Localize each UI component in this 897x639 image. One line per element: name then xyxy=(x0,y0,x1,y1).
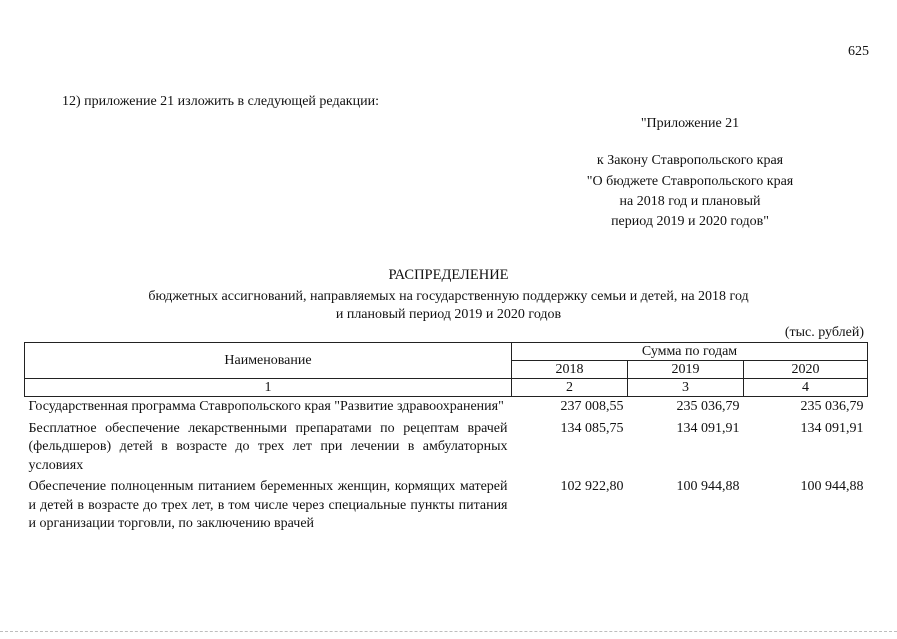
document-subtitle-line-2: и плановый период 2019 и 2020 годов xyxy=(335,307,562,322)
row-name: Государственная программа Ставропольского края "Развитие здравоохранения" xyxy=(28,399,504,414)
row-value-2020: 134 091,91 xyxy=(800,420,864,436)
annex-law-line-1: к Закону Ставропольского края xyxy=(596,153,784,168)
row-value-2020: 100 944,88 xyxy=(800,479,864,494)
annex-law-line-2: "О бюджете Ставропольского края xyxy=(586,174,794,189)
column-number-3: 3 xyxy=(628,379,744,397)
row-value-2018: 134 085,75 xyxy=(560,420,624,436)
header-sum-by-years: Сумма по годам xyxy=(512,343,868,361)
header-year-2020: 2020 xyxy=(744,361,868,379)
row-value-2020: 235 036,79 xyxy=(800,399,864,414)
header-year-2018: 2018 xyxy=(512,361,628,379)
page-number: 625 xyxy=(848,44,869,59)
row-value-2019: 134 091,91 xyxy=(676,420,740,436)
annex-law-line-3: на 2018 год и плановый xyxy=(619,194,761,209)
budget-table xyxy=(24,342,868,536)
row-name: Бесплатное обеспечение лекарственными препаратами по рецептам врачей (фельдшеров) детей в возрасте до трех лет при лечении в амбулаторных условиях xyxy=(28,420,508,473)
row-value-2019: 100 944,88 xyxy=(676,479,740,494)
annex-law-line-4: период 2019 и 2020 годов" xyxy=(611,214,769,229)
header-name: Наименование xyxy=(25,343,512,379)
document-title: РАСПРЕДЕЛЕНИЕ xyxy=(388,267,509,283)
row-value-2019: 235 036,79 xyxy=(676,399,740,414)
column-number-2: 2 xyxy=(512,379,628,397)
table-row xyxy=(25,397,868,419)
row-name: Обеспечение полноценным питанием беременных женщин, кормящих матерей и детей в возрасте до трех лет, в том числе через специальные пункты питания и организации торговли, по заключению врачей xyxy=(28,479,508,531)
column-number-1: 1 xyxy=(25,379,512,397)
table-row xyxy=(25,477,868,536)
row-value-2018: 237 008,55 xyxy=(560,399,624,414)
row-value-2018: 102 922,80 xyxy=(560,479,624,494)
header-year-2019: 2019 xyxy=(628,361,744,379)
page-edge-divider xyxy=(0,631,897,632)
table-row xyxy=(25,419,868,478)
document-subtitle-line-1: бюджетных ассигнований, направляемых на государственную поддержку семьи и детей, на 2018 год xyxy=(148,289,749,304)
annex-title: "Приложение 21 xyxy=(640,116,740,131)
column-number-4: 4 xyxy=(744,379,868,397)
intro-text: 12) приложение 21 изложить в следующей редакции: xyxy=(62,94,379,109)
units-label: (тыс. рублей) xyxy=(784,325,864,340)
